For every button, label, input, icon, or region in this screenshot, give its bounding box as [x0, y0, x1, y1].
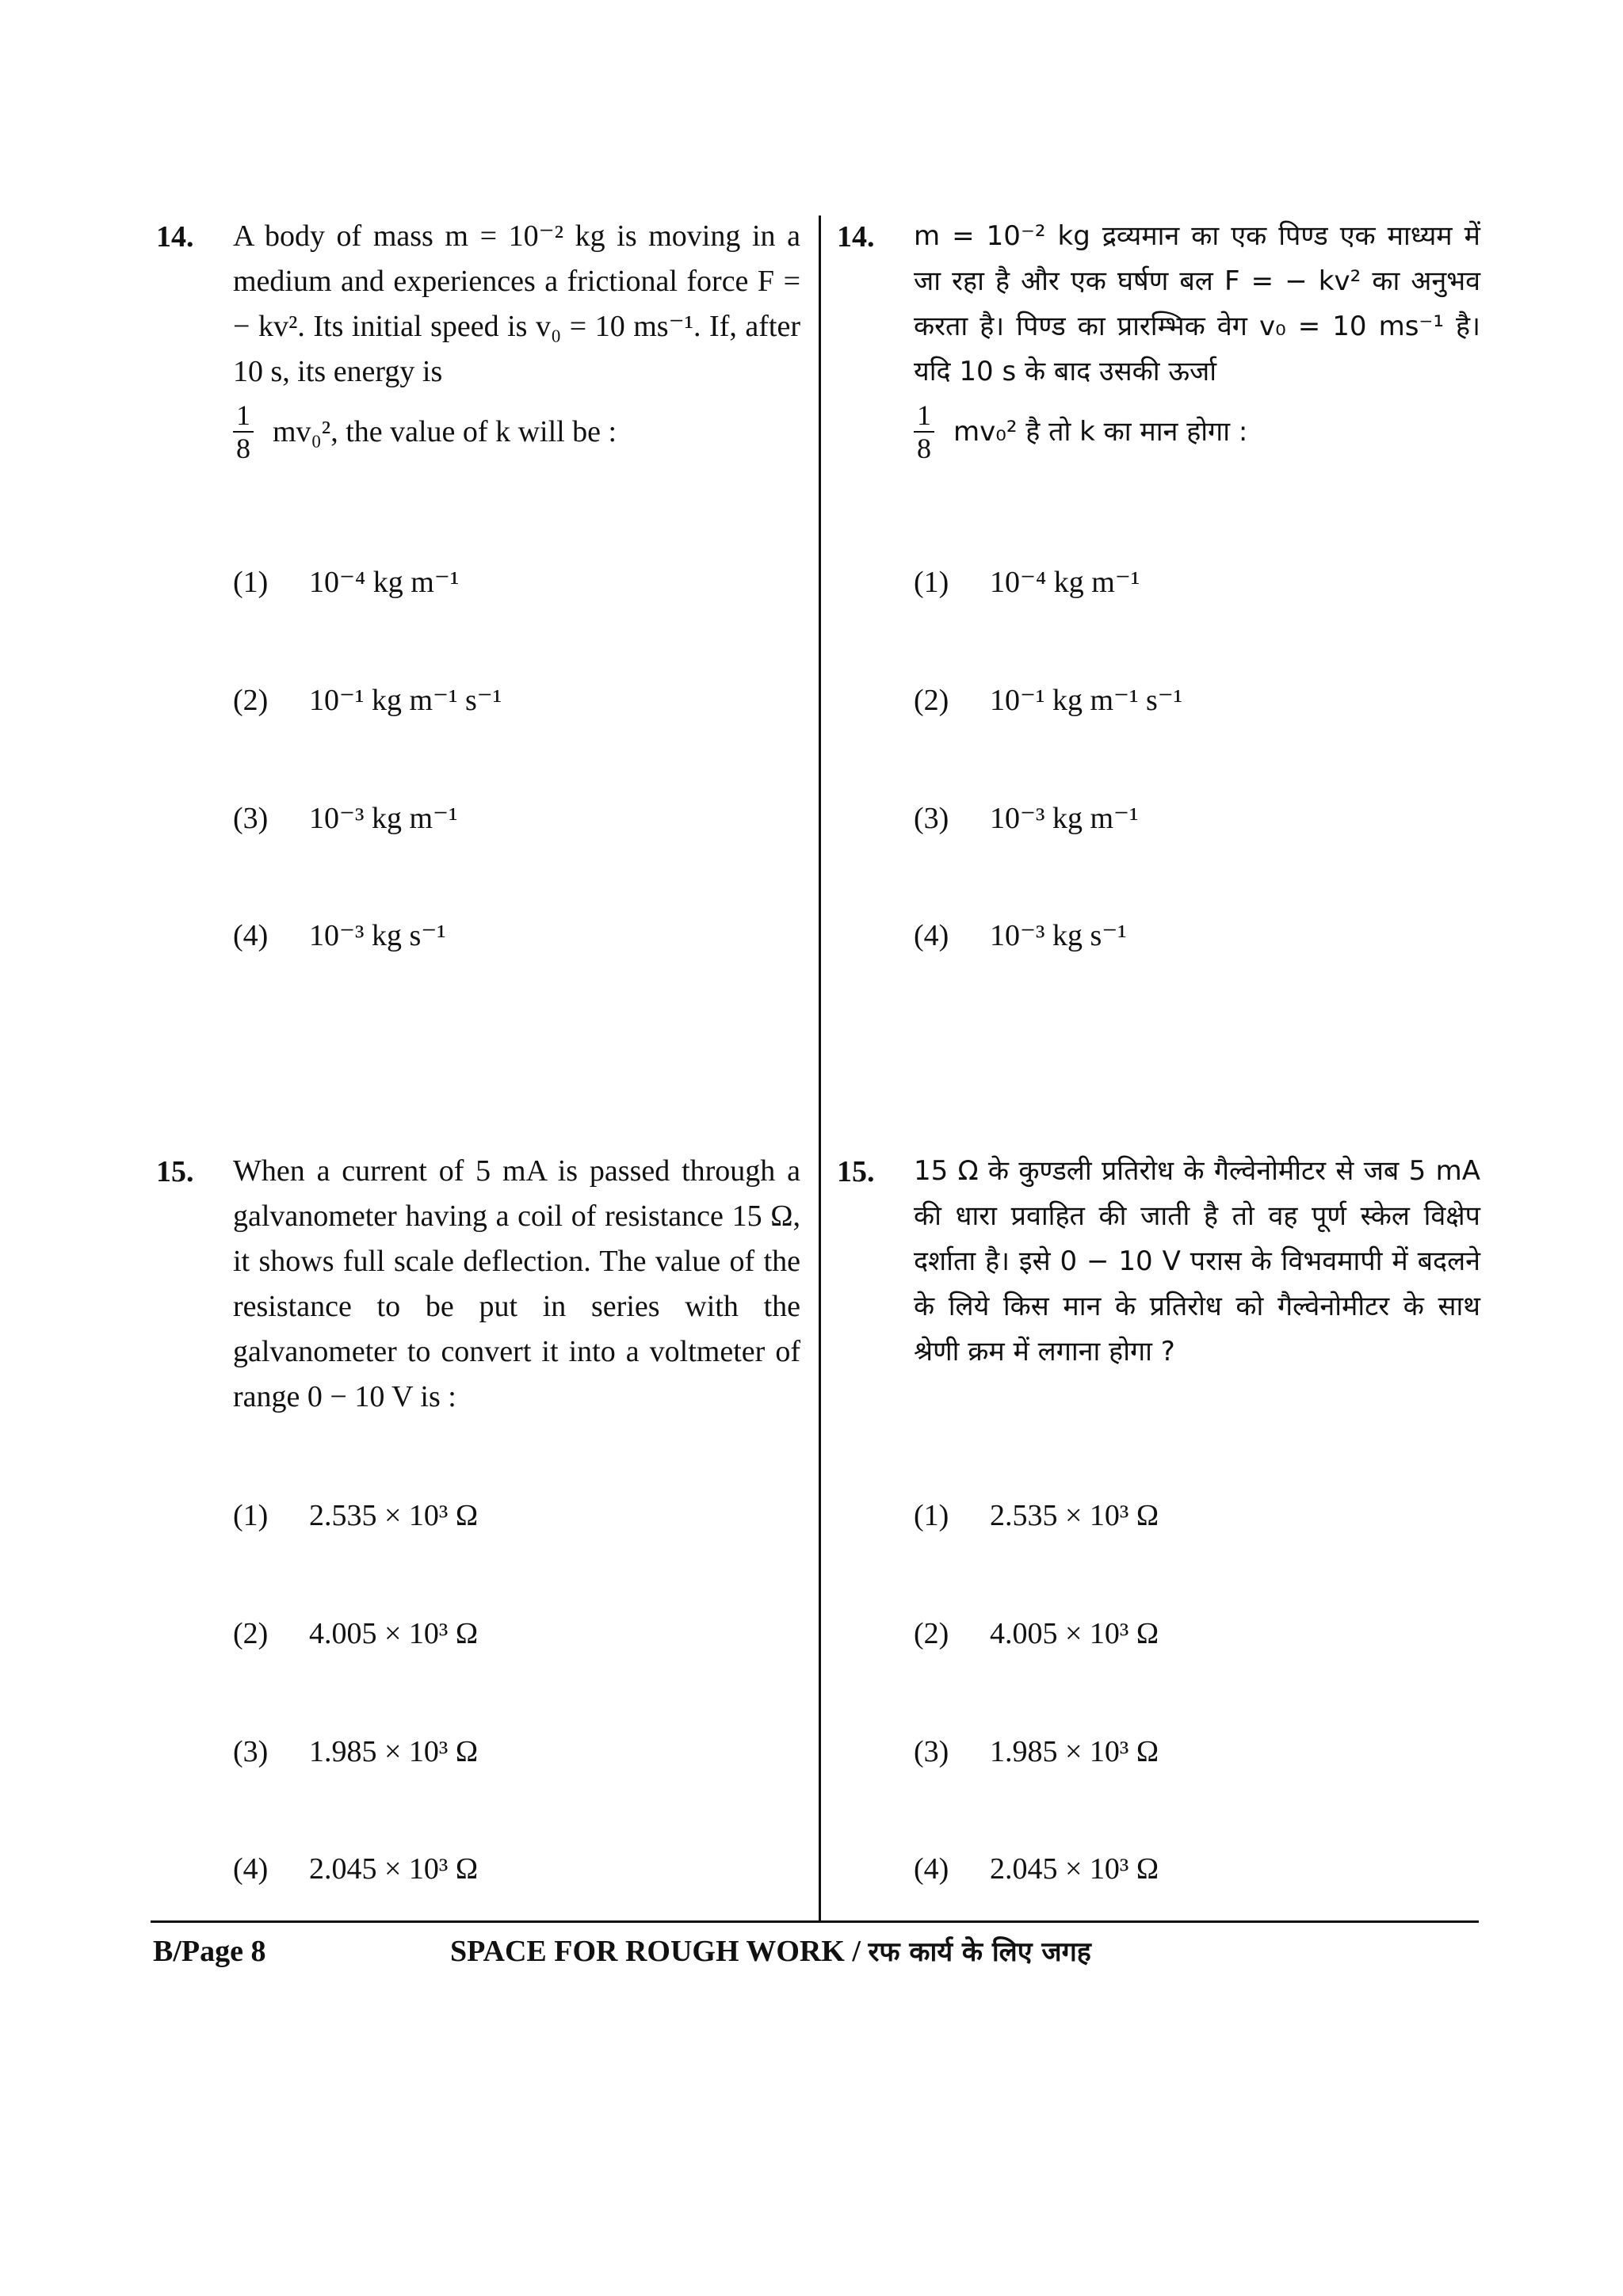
q15-option-3-hi[interactable]: (3) 1.985 × 10³ Ω	[914, 1735, 1159, 1768]
q14-option-1-hi[interactable]: (1) 10⁻⁴ kg m⁻¹	[914, 566, 1140, 599]
q15-hindi	[837, 1149, 1480, 1375]
q14-energy-line-hi	[914, 399, 1480, 464]
footer-rule	[151, 1920, 1479, 1923]
q15-number-hi: 15.	[837, 1155, 875, 1188]
q14-tail-en: mv₀², the value of k will be :	[273, 414, 617, 448]
q14-number-hi: 14.	[837, 220, 875, 254]
q14-option-3-hi[interactable]: (3) 10⁻³ kg m⁻¹	[914, 802, 1139, 835]
page-number: B/Page 8	[153, 1935, 266, 1968]
q14-energy-line-en	[233, 399, 800, 464]
q15-option-3-en[interactable]: (3) 1.985 × 10³ Ω	[233, 1735, 479, 1768]
fraction-one-eighth: $\frac{1}{8}$	[233, 399, 254, 464]
fraction-one-eighth-hi: $\frac{1}{8}$	[914, 399, 934, 464]
q14-option-4-en[interactable]: (4) 10⁻³ kg s⁻¹	[233, 919, 446, 952]
q14-option-4-hi[interactable]: (4) 10⁻³ kg s⁻¹	[914, 919, 1127, 952]
q15-option-2-en[interactable]: (2) 4.005 × 10³ Ω	[233, 1617, 479, 1650]
q15-option-1-hi[interactable]: (1) 2.535 × 10³ Ω	[914, 1499, 1159, 1532]
q14-stem-en: A body of mass m = 10⁻² kg is moving in a medium and experiences a frictional force F = − kv². Its initial speed is v₀ = 10 ms⁻¹. If, after 10 s, its energy is	[233, 219, 800, 388]
q14-number: 14.	[156, 220, 194, 254]
q15-option-4-en[interactable]: (4) 2.045 × 10³ Ω	[233, 1852, 479, 1886]
q15-stem-hi: 15 Ω के कुण्डली प्रतिरोध के गैल्वेनोमीटर से जब 5 mA की धारा प्रवाहित की जाती है तो वह पूर्ण स्केल विक्षेप दर्शाता है। इसे 0 − 10 V परास के विभवमापी में बदलने के लिये किस मान के प्रतिरोध को गैल्वेनोमीटर के साथ श्रेणी क्रम में लगाना होगा ?	[914, 1155, 1480, 1367]
q14-option-2-en[interactable]: (2) 10⁻¹ kg m⁻¹ s⁻¹	[233, 684, 502, 717]
q15-option-4-hi[interactable]: (4) 2.045 × 10³ Ω	[914, 1852, 1159, 1886]
rough-work-label-hi: रफ कार्य के लिए जगह	[868, 1936, 1091, 1968]
q14-option-2-hi[interactable]: (2) 10⁻¹ kg m⁻¹ s⁻¹	[914, 684, 1183, 717]
q15-option-2-hi[interactable]: (2) 4.005 × 10³ Ω	[914, 1617, 1159, 1650]
rough-work-label	[450, 1932, 1091, 1972]
q14-hindi	[837, 214, 1480, 464]
q14-stem-hi: m = 10⁻² kg द्रव्यमान का एक पिण्ड एक माध्यम में जा रहा है और एक घर्षण बल F = − kv² का अनुभव करता है। पिण्ड का प्रारम्भिक वेग v₀ = 10 ms⁻¹ है। यदि 10 s के बाद उसकी ऊर्जा	[914, 220, 1480, 387]
q15-stem-en: When a current of 5 mA is passed through a galvanometer having a coil of resistance 15 Ω, it shows full scale deflection. The value of the resistance to be put in series with the galvanometer to convert it into a voltmeter of range 0 − 10 V is :	[233, 1154, 800, 1413]
q15-english	[156, 1149, 800, 1420]
q14-tail-hi: mv₀² है तो k का मान होगा :	[953, 415, 1248, 448]
q14-option-1-en[interactable]: (1) 10⁻⁴ kg m⁻¹	[233, 566, 460, 599]
q14-english	[156, 214, 800, 464]
q15-option-1-en[interactable]: (1) 2.535 × 10³ Ω	[233, 1499, 479, 1532]
q14-option-3-en[interactable]: (3) 10⁻³ kg m⁻¹	[233, 802, 458, 835]
q15-number: 15.	[156, 1155, 194, 1188]
rough-work-label-en: SPACE FOR ROUGH WORK /	[450, 1935, 861, 1968]
column-divider	[819, 215, 821, 1923]
